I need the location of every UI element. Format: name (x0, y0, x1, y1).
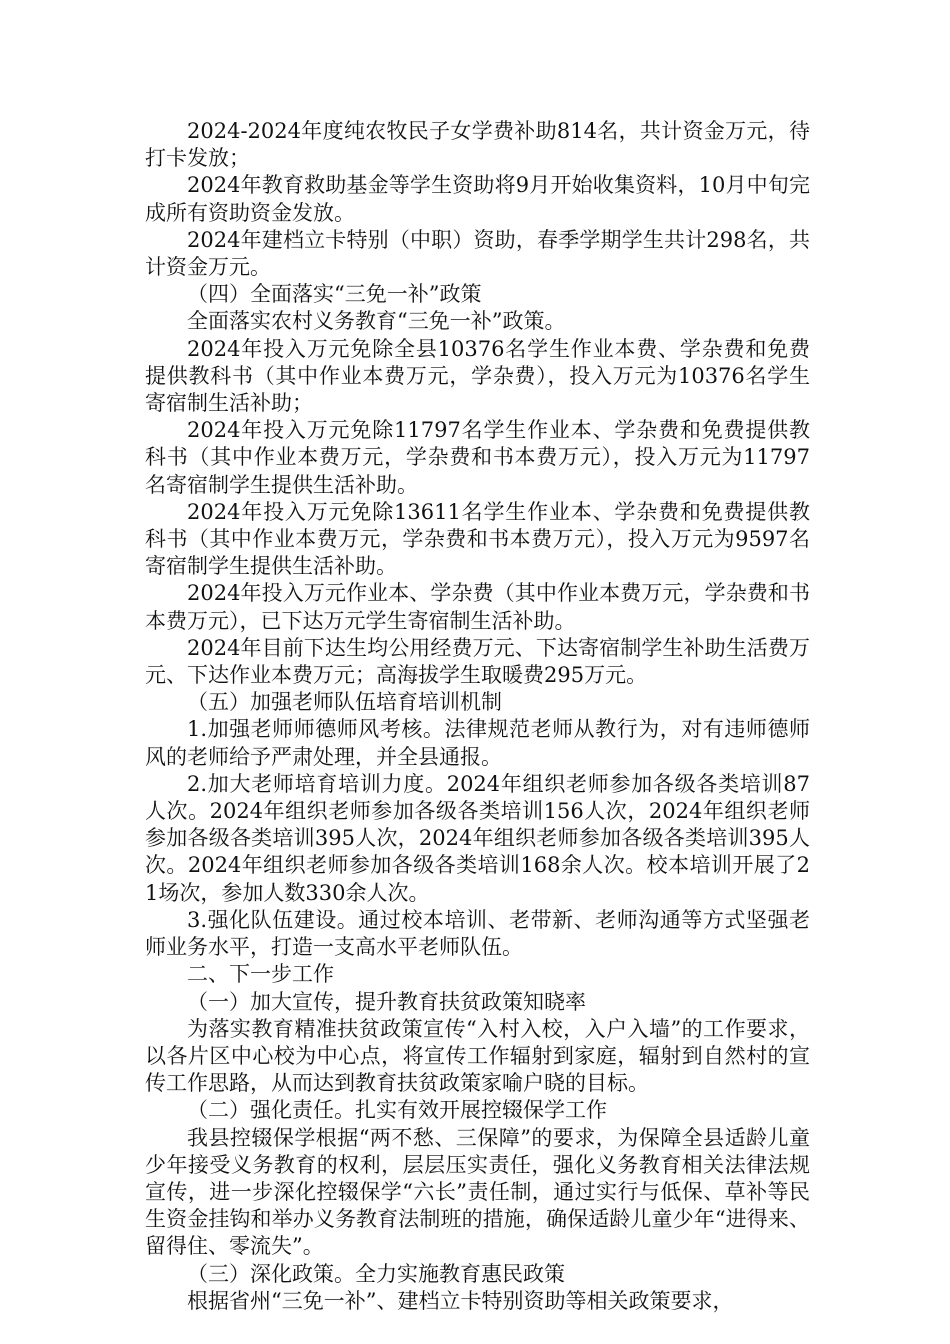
chapter-heading-2: 二、下一步工作 (187, 962, 334, 987)
paragraph-12: 1.加强老师师德师风考核。法律规范老师从教行为，对有违师德师风的老师给予严肃处理，并全县通报。 (145, 717, 810, 769)
section-heading-5: （五）加强老师队伍培育培训机制 (187, 690, 502, 715)
subsection-heading-3: （三）深化政策。全力实施教育惠民政策 (187, 1261, 565, 1286)
paragraph-8: 2024年投入万元免除13611名学生作业本、学杂费和免费提供教科书（其中作业本费万元，学杂费和书本费万元），投入万元为9597名寄宿制学生提供生活补助。 (145, 499, 810, 579)
paragraph-17: 为落实教育精准扶贫政策宣传“入村入校，入户入墙”的工作要求，以各片区中心校为中心点，将宣传工作辐射到家庭，辐射到自然村的宣传工作思路，从而达到教育扶贫政策家喻户晓的目标。 (145, 1016, 810, 1096)
paragraph-21: 根据省州“三免一补”、建档立卡特别资助等相关政策要求， (187, 1288, 734, 1313)
paragraph-1: 2024-2024年度纯农牧民子女学费补助814名，共计资金万元，待打卡发放； (145, 119, 810, 171)
paragraph-9: 2024年投入万元作业本、学杂费（其中作业本费万元，学杂费和书本费万元），已下达万元学生寄宿制生活补助。 (145, 581, 810, 633)
paragraph-14: 3.强化队伍建设。通过校本培训、老带新、老师沟通等方式坚强老师业务水平，打造一支高水平老师队伍。 (145, 907, 810, 960)
paragraph-6: 2024年投入万元免除全县10376名学生作业本费、学杂费和免费提供教科书（其中作业本费万元，学杂费），投入万元为10376名学生寄宿制生活补助； (145, 336, 810, 416)
subsection-heading-1: （一）加大宣传，提升教育扶贫政策知晓率 (187, 989, 586, 1014)
paragraph-13: 2.加大老师培育培训力度。2024年组织老师参加各级各类培训87人次。2024年组织老师参加各级各类培训156人次，2024年组织老师参加各级各类培训395人次，2024年组织老师参加各级各类培训395人次。2024年组织老师参加各级各类培训168余人次。校本培训开展了21场次，参加人数330余人次。 (145, 771, 810, 905)
paragraph-7: 2024年投入万元免除11797名学生作业本、学杂费和免费提供教科书（其中作业本费万元，学杂费和书本费万元），投入万元为11797名寄宿制学生提供生活补助。 (145, 418, 810, 497)
paragraph-10: 2024年目前下达生均公用经费万元、下达寄宿制学生补助生活费万元、下达作业本费万元；高海拔学生取暖费295万元。 (145, 635, 810, 688)
paragraph-19: 我县控辍保学根据“两不愁、三保障”的要求，为保障全县适龄儿童少年接受义务教育的权利，层层压实责任，强化义务教育相关法律法规宣传，进一步深化控辍保学“六长”责任制，通过实行与低保、草补等民生资金挂钩和举办义务教育法制班的措施，确保适龄儿童少年“进得来、留得住、零流失”。 (145, 1125, 810, 1259)
section-heading-4: （四）全面落实“三免一补”政策 (187, 282, 482, 307)
paragraph-2: 2024年教育救助基金等学生资助将9月开始收集资料，10月中旬完成所有资助资金发放。 (145, 173, 810, 225)
paragraph-5: 全面落实农村义务教育“三免一补”政策。 (187, 309, 566, 334)
subsection-heading-2: （二）强化责任。扎实有效开展控辍保学工作 (187, 1098, 607, 1123)
paragraph-3: 2024年建档立卡特别（中职）资助，春季学期学生共计298名，共计资金万元。 (145, 227, 810, 280)
document-page (145, 118, 810, 1315)
